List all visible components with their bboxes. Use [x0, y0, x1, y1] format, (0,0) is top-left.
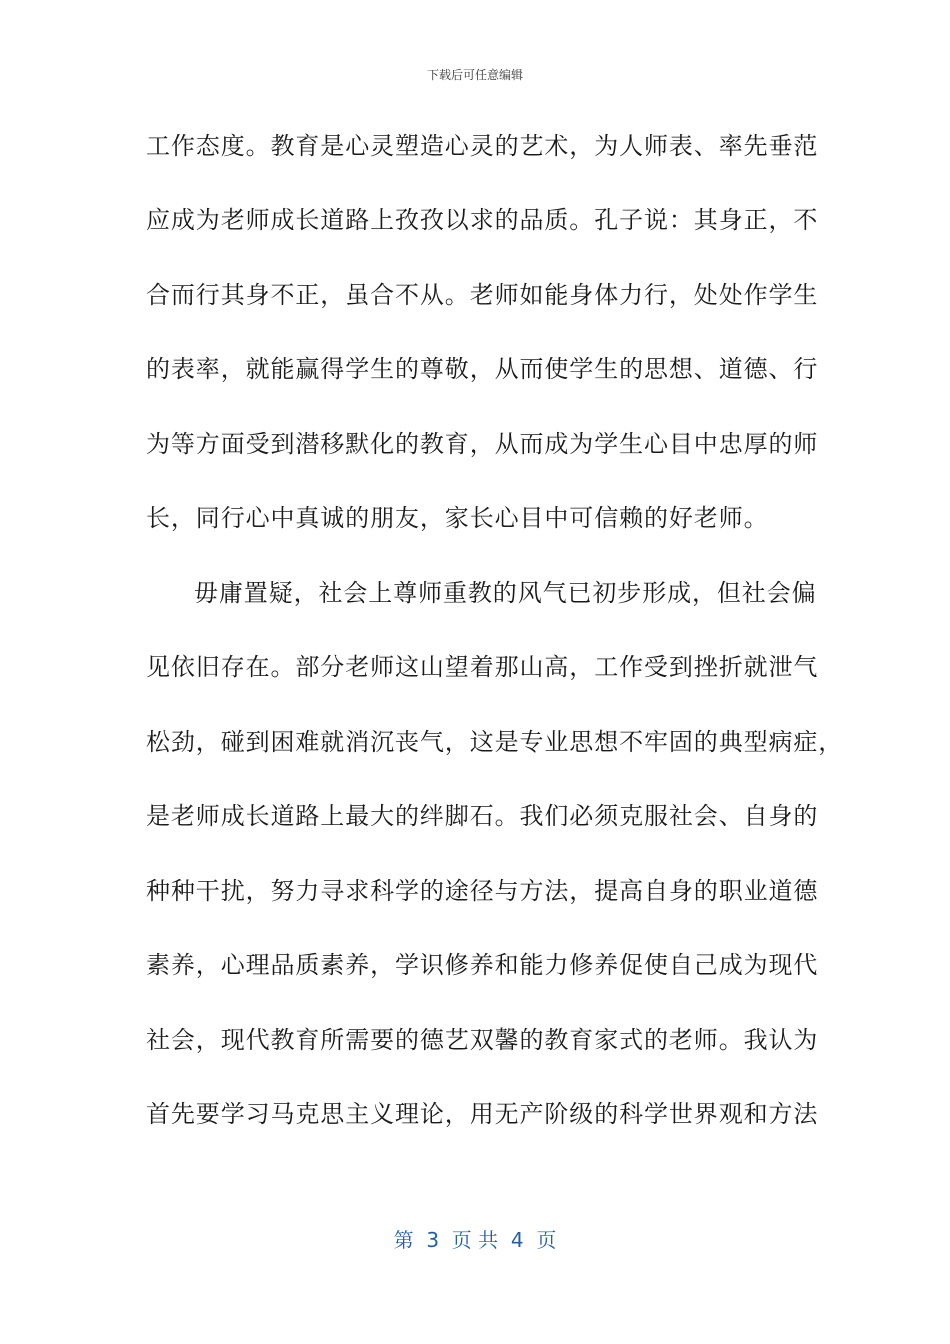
- text-line: 长，同行心中真诚的朋友，家长心目中可信赖的好老师。: [146, 504, 769, 532]
- text-line: 种种干扰，努力寻求科学的途径与方法，提高自身的职业道德: [146, 877, 819, 905]
- page-number-footer: 第 3 页 共 4 页: [393, 1228, 557, 1252]
- page-header: 下载后可任意编辑: [426, 68, 523, 82]
- text-line: 的表率，就能赢得学生的尊敬，从而使学生的思想、道德、行: [146, 355, 819, 383]
- text-line: 见依旧存在。部分老师这山望着那山高，工作受到挫折就泄气: [146, 653, 819, 681]
- text-line: 工作态度。教育是心灵塑造心灵的艺术，为人师表、率先垂范: [146, 132, 819, 160]
- text-line: 素养，心理品质素养，学识修养和能力修养促使自己成为现代: [146, 951, 819, 979]
- text-line: 为等方面受到潜移默化的教育，从而成为学生心目中忠厚的师: [146, 430, 819, 458]
- text-line: 松劲，碰到困难就消沉丧气，这是专业思想不牢固的典型病症，: [146, 728, 844, 756]
- text-line: 是老师成长道路上最大的绊脚石。我们必须克服社会、自身的: [146, 802, 819, 830]
- text-line: 应成为老师成长道路上孜孜以求的品质。孔子说：其身正，不: [146, 206, 819, 234]
- text-line: 社会，现代教育所需要的德艺双馨的教育家式的老师。我认为: [146, 1026, 819, 1054]
- text-line: 合而行其身不正，虽合不从。老师如能身体力行，处处作学生: [146, 281, 819, 309]
- text-line: 毋庸置疑，社会上尊师重教的风气已初步形成，但社会偏: [194, 579, 817, 607]
- text-line: 首先要学习马克思主义理论，用无产阶级的科学世界观和方法: [146, 1100, 819, 1128]
